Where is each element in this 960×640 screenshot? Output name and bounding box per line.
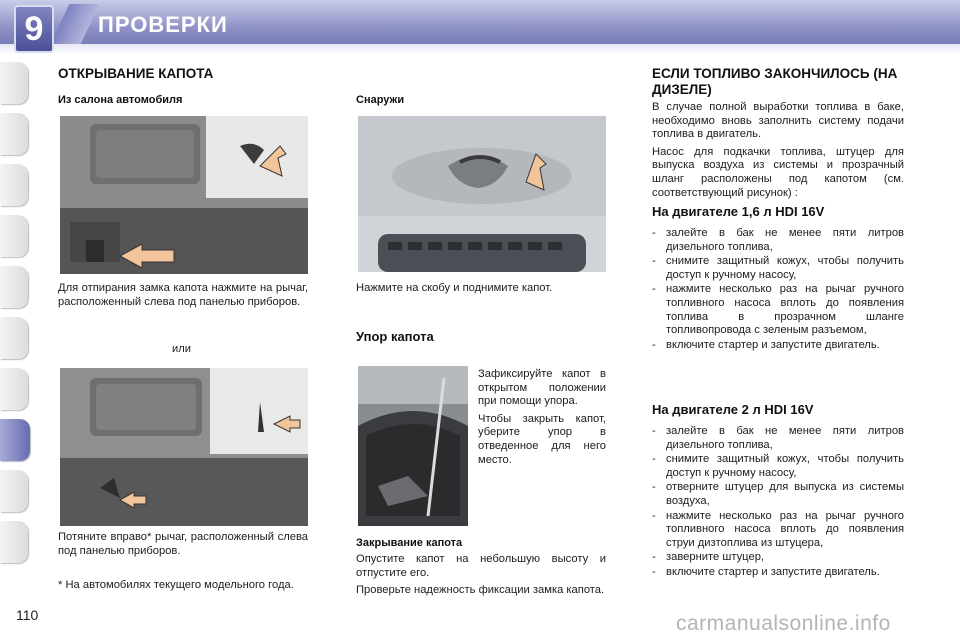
text-press-catch: Нажмите на скобу и поднимите капот.	[356, 282, 553, 294]
text-prop-fix	[478, 368, 606, 471]
illustration-hood-catch	[358, 116, 606, 272]
side-tab-7[interactable]	[0, 368, 28, 410]
list-item: - включите стартер и запустите двигатель.	[652, 339, 904, 353]
list-item: - залейте в бак не менее пяти литров дизельного топлива,	[652, 227, 904, 254]
side-tab-8-active[interactable]	[0, 419, 30, 461]
side-tab-1[interactable]	[0, 62, 28, 104]
text-pull-right-instruction: Потяните вправо* рычаг, расположенный слева под панелью приборов.	[58, 531, 308, 557]
illustration-hood-prop	[358, 366, 468, 526]
text-or: или	[172, 343, 192, 355]
list-engine-20-steps	[652, 425, 904, 581]
side-tab-9[interactable]	[0, 470, 28, 512]
list-item: - заверните штуцер,	[652, 551, 904, 565]
side-tab-4[interactable]	[0, 215, 28, 257]
section-title-out-of-fuel: ЕСЛИ ТОПЛИВО ЗАКОНЧИЛОСЬ (НА ДИЗЕЛЕ)	[652, 66, 898, 97]
text-lever-instruction: Для отпирания замка капота нажмите на рычаг, расположенный слева под панелью приборов.	[58, 282, 308, 308]
text-closing-p2: Проверьте надежность фиксации замка капота.	[356, 584, 605, 597]
list-item: - снимите защитный кожух, чтобы получить доступ к ручному насосу,	[652, 255, 904, 282]
illustration-hood-lever-pull	[60, 116, 308, 274]
list-item: - нажмите несколько раз на рычаг ручного топливного насоса вплоть до появления топлива в прозрачном шланге топливопровода с зеленым разъемом,	[652, 283, 904, 337]
text-fuel-intro-p1: В случае полной выработки топлива в баке, необходимо вновь заполнить систему подачи топлива в двигатель.	[652, 101, 904, 141]
text-fuel-intro-p2: Насос для подкачки топлива, штуцер для выпуска воздуха из системы и прозрачный шланг расположены под капотом (см. соответствующий рисунок) :	[652, 145, 904, 199]
side-tab-5[interactable]	[0, 266, 28, 308]
list-item: - включите стартер и запустите двигатель.	[652, 566, 904, 580]
page-number: 110	[16, 607, 39, 623]
footnote: * На автомобилях текущего модельного года.	[58, 579, 294, 591]
header-fade	[0, 44, 960, 54]
chapter-title: ПРОВЕРКИ	[98, 12, 228, 37]
chapter-number: 9	[14, 5, 54, 53]
subtitle-hood-prop: Упор капота	[356, 329, 434, 344]
list-item: - снимите защитный кожух, чтобы получить доступ к ручному насосу,	[652, 453, 904, 480]
text-fuel-intro	[652, 101, 904, 204]
text-closing	[356, 553, 606, 602]
subtitle-closing-hood: Закрывание капота	[356, 537, 463, 549]
illustration-hood-lever-right	[60, 368, 308, 526]
subtitle-outside: Снаружи	[356, 94, 405, 106]
subtitle-engine-20: На двигателе 2 л HDI 16V	[652, 402, 814, 417]
chapter-side-tabs	[0, 62, 30, 572]
list-item: - отверните штуцер для выпуска из системы воздуха,	[652, 481, 904, 508]
side-tab-6[interactable]	[0, 317, 28, 359]
section-title-opening-hood: ОТКРЫВАНИЕ КАПОТА	[58, 66, 214, 81]
side-tab-10[interactable]	[0, 521, 28, 563]
list-item: - нажмите несколько раз на рычаг ручного топливного насоса вплоть до появления струи дизтоплива из штуцера,	[652, 510, 904, 551]
watermark: carmanualsonline.info	[676, 612, 891, 635]
list-item: - залейте в бак не менее пяти литров дизельного топлива,	[652, 425, 904, 452]
text-prop-fix-p1: Зафиксируйте капот в открытом положении при помощи упора.	[478, 368, 606, 408]
list-engine-16-steps	[652, 227, 904, 353]
subtitle-from-cabin: Из салона автомобиля	[58, 94, 183, 106]
text-closing-p1: Опустите капот на небольшую высоту и отпустите его.	[356, 553, 606, 579]
side-tab-3[interactable]	[0, 164, 28, 206]
subtitle-engine-16: На двигателе 1,6 л HDI 16V	[652, 204, 825, 219]
text-prop-fix-p2: Чтобы закрыть капот, уберите упор в отведенное для него место.	[478, 412, 606, 466]
side-tab-2[interactable]	[0, 113, 28, 155]
